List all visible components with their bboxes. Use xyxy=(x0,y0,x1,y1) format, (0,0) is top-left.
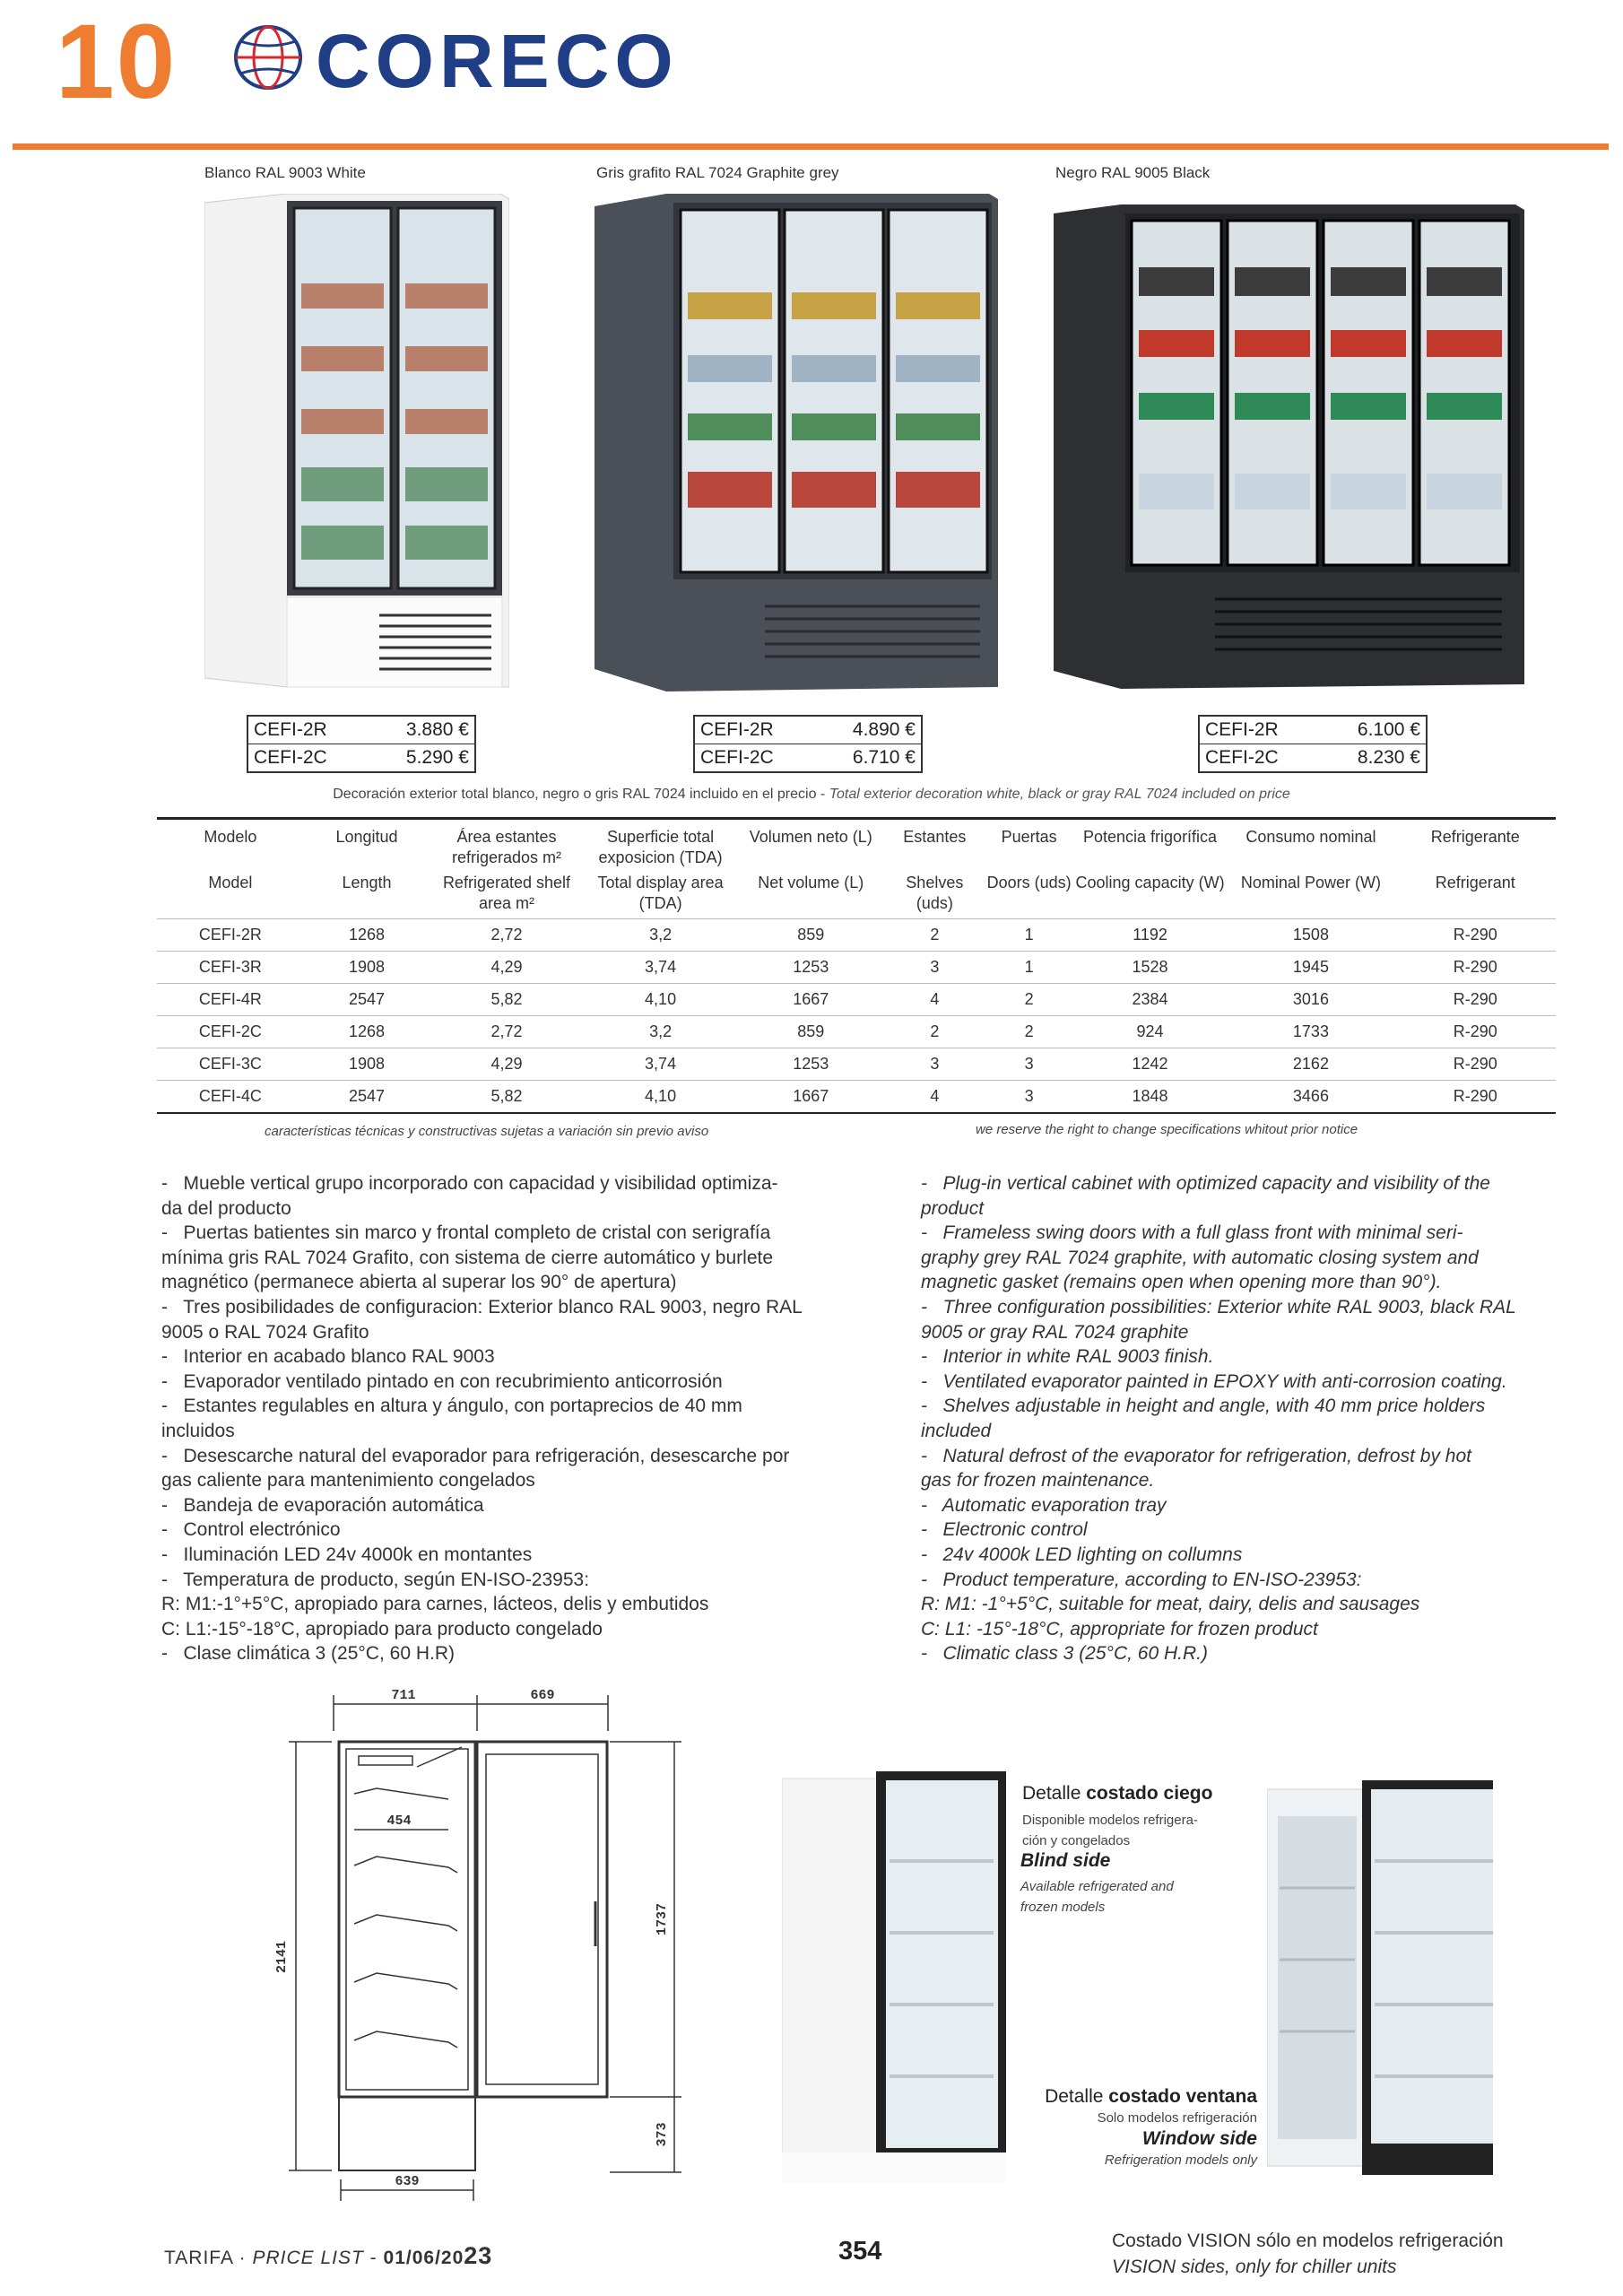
globe-logo-icon xyxy=(230,22,307,93)
dim-door-height: 1737 xyxy=(655,1902,670,1936)
table-cell: 5,82 xyxy=(430,983,584,1015)
col-header-es: Estantes xyxy=(884,819,985,871)
table-cell: 3016 xyxy=(1227,983,1394,1015)
footer-tariff xyxy=(164,2242,492,2270)
decoration-note-separator: - xyxy=(816,787,829,802)
table-cell: R-290 xyxy=(1395,983,1556,1015)
feature-line: da del producto xyxy=(161,1197,291,1219)
table-cell: 1667 xyxy=(737,983,884,1015)
col-header-es: Puertas xyxy=(985,819,1072,871)
price-value: 5.290 € xyxy=(405,747,469,768)
feature-line: - Shelves adjustable in height and angle, with 40 mm price holders xyxy=(921,1396,1486,1417)
table-cell: 1253 xyxy=(737,1048,884,1080)
feature-line: 9005 or gray RAL 7024 graphite xyxy=(921,1321,1189,1343)
table-cell: 1268 xyxy=(304,918,430,951)
table-cell: 1 xyxy=(985,918,1072,951)
table-cell: 1508 xyxy=(1227,918,1394,951)
col-header-en: Nominal Power (W) xyxy=(1240,873,1381,891)
table-cell: 2162 xyxy=(1227,1048,1394,1080)
window-side-text xyxy=(968,2086,1257,2171)
blind-side-title-prefix: Detalle xyxy=(1022,1783,1087,1804)
table-cell: 2384 xyxy=(1073,983,1228,1015)
table-cell: 2 xyxy=(884,1015,985,1048)
table-cell: 3 xyxy=(884,1048,985,1080)
table-cell: 1733 xyxy=(1227,1015,1394,1048)
feature-line: - Frameless swing doors with a full glass front with minimal seri- xyxy=(921,1222,1463,1244)
feature-line: - Bandeja de evaporación automática xyxy=(161,1494,484,1516)
col-header-es: Superficie total exposicion (TDA) xyxy=(584,819,738,871)
table-row xyxy=(157,983,1556,1015)
table-cell: 2547 xyxy=(304,983,430,1015)
col-header-en: Shelves (uds) xyxy=(906,873,964,913)
price-model: CEFI-2C xyxy=(254,747,327,768)
footer-dash: - xyxy=(363,2248,384,2268)
feature-line: - 24v 4000k LED lighting on collumns xyxy=(921,1544,1243,1565)
table-cell: 2,72 xyxy=(430,1015,584,1048)
table-cell: 4 xyxy=(884,1080,985,1113)
table-cell: 2 xyxy=(884,918,985,951)
price-box-grey xyxy=(693,715,923,773)
col-header-en: Cooling capacity (W) xyxy=(1075,873,1225,891)
dim-top-right: 669 xyxy=(530,1688,555,1703)
price-model: CEFI-2C xyxy=(700,747,774,768)
table-cell: CEFI-4C xyxy=(157,1080,304,1113)
blind-side-title xyxy=(1022,1783,1212,1805)
blind-side-sub2: ción y congelados xyxy=(1022,1833,1131,1849)
table-cell: 3,2 xyxy=(584,1015,738,1048)
table-cell: 859 xyxy=(737,1015,884,1048)
feature-line: - Ventilated evaporator painted in EPOXY with anti-corrosion coating. xyxy=(921,1370,1507,1392)
blind-side-sub-en xyxy=(1020,1876,1174,1918)
col-header-en: Net volume (L) xyxy=(758,873,864,891)
table-cell: 1192 xyxy=(1073,918,1228,951)
page-number: 10 xyxy=(56,3,178,121)
dim-base: 373 xyxy=(655,2122,670,2147)
variant-label-white: Blanco RAL 9003 White xyxy=(204,164,366,181)
spec-note-en: we reserve the right to change specifications whitout prior notice xyxy=(976,1122,1358,1137)
table-cell: 1945 xyxy=(1227,951,1394,983)
table-cell: 3466 xyxy=(1227,1080,1394,1113)
feature-line: - Natural defrost of the evaporator for refrigeration, defrost by hot xyxy=(921,1445,1471,1466)
table-cell: R-290 xyxy=(1395,1015,1556,1048)
price-row xyxy=(695,744,921,771)
table-cell: CEFI-2R xyxy=(157,918,304,951)
blind-side-en-sub2: frozen models xyxy=(1020,1900,1106,1916)
footer-date: 01/06/20 xyxy=(383,2248,464,2268)
table-cell: 1 xyxy=(985,951,1072,983)
blind-side-title-en: Blind side xyxy=(1020,1850,1111,1871)
feature-line: - Temperatura de producto, según EN-ISO-23953: xyxy=(161,1569,590,1590)
blind-side-title-bold: costado ciego xyxy=(1086,1783,1213,1804)
table-cell: 1908 xyxy=(304,1048,430,1080)
feature-line: - Puertas batientes sin marco y frontal completo de cristal con serigrafía xyxy=(161,1222,771,1244)
price-value: 3.880 € xyxy=(405,719,469,740)
spec-table-body xyxy=(157,918,1556,1113)
table-cell: 2547 xyxy=(304,1080,430,1113)
table-row xyxy=(157,1080,1556,1113)
table-cell: 1242 xyxy=(1073,1048,1228,1080)
fridge-image-white xyxy=(204,194,509,691)
price-box-black xyxy=(1198,715,1428,773)
feature-line: - Climatic class 3 (25°C, 60 H.R.) xyxy=(921,1643,1208,1665)
col-header-es: Área estantes refrigerados m² xyxy=(430,819,584,871)
footer-tarifa: TARIFA xyxy=(164,2248,233,2268)
feature-line: R: M1:-1°+5°C, apropiado para carnes, lácteos, delis y embutidos xyxy=(161,1594,709,1615)
table-cell: 4,29 xyxy=(430,951,584,983)
price-row xyxy=(248,744,474,771)
feature-line: - Plug-in vertical cabinet with optimized capacity and visibility of the xyxy=(921,1173,1490,1194)
feature-line: R: M1: -1°+5°C, suitable for meat, dairy, delis and sausages xyxy=(921,1594,1420,1615)
footer-note-es: Costado VISION sólo en modelos refrigeración xyxy=(1112,2231,1504,2251)
window-side-title-en: Window side xyxy=(1141,2128,1257,2150)
feature-line: - Control electrónico xyxy=(161,1519,341,1541)
table-cell: 1528 xyxy=(1073,951,1228,983)
table-cell: 4,10 xyxy=(584,983,738,1015)
footer-sep: · xyxy=(232,2248,253,2268)
decoration-note xyxy=(0,787,1623,803)
table-cell: 3,74 xyxy=(584,1048,738,1080)
table-cell: CEFI-3R xyxy=(157,951,304,983)
feature-line: - Automatic evaporation tray xyxy=(921,1494,1167,1516)
brand-logo: CORECO xyxy=(316,19,679,103)
table-cell: 3 xyxy=(985,1080,1072,1113)
price-row xyxy=(1200,744,1426,771)
col-header-es: Volumen neto (L) xyxy=(737,819,884,871)
price-row xyxy=(1200,717,1426,744)
price-value: 4.890 € xyxy=(852,719,916,740)
variant-label-grey: Gris grafito RAL 7024 Graphite grey xyxy=(596,164,839,181)
table-cell: 1848 xyxy=(1073,1080,1228,1113)
feature-line: graphy grey RAL 7024 graphite, with automatic closing system and xyxy=(921,1247,1479,1268)
feature-line: incluidos xyxy=(161,1420,235,1441)
price-box-white xyxy=(247,715,476,773)
col-header-es: Refrigerante xyxy=(1395,819,1556,871)
window-side-title-prefix: Detalle xyxy=(1045,2086,1109,2107)
feature-line: - Interior in white RAL 9003 finish. xyxy=(921,1346,1214,1368)
feature-line: gas caliente para mantenimiento congelados xyxy=(161,1470,535,1492)
price-model: CEFI-2C xyxy=(1205,747,1279,768)
col-header-en: Refrigerated shelf area m² xyxy=(442,873,571,913)
table-cell: 4 xyxy=(884,983,985,1015)
header-divider xyxy=(13,144,1609,150)
table-cell: 1268 xyxy=(304,1015,430,1048)
footer-note-en: VISION sides, only for chiller units xyxy=(1112,2257,1397,2278)
col-header-en: Total display area (TDA) xyxy=(597,873,724,913)
window-side-photo xyxy=(1267,1780,1493,2175)
price-model: CEFI-2R xyxy=(254,719,327,740)
table-cell: CEFI-3C xyxy=(157,1048,304,1080)
col-header-en: Length xyxy=(342,873,392,891)
window-side-sub-en: Refrigeration models only xyxy=(1104,2152,1257,2169)
col-header-en: Model xyxy=(208,873,253,891)
feature-line: - Evaporador ventilado pintado en con recubrimiento anticorrosión xyxy=(161,1370,723,1392)
price-row xyxy=(695,717,921,744)
price-value: 8.230 € xyxy=(1357,747,1420,768)
table-cell: 4,10 xyxy=(584,1080,738,1113)
table-cell: R-290 xyxy=(1395,1048,1556,1080)
decoration-note-en: Total exterior decoration white, black or gray RAL 7024 included on price xyxy=(829,787,1290,802)
table-cell: 5,82 xyxy=(430,1080,584,1113)
feature-line: gas for frozen maintenance. xyxy=(921,1470,1155,1492)
table-cell: 2 xyxy=(985,1015,1072,1048)
feature-line: - Mueble vertical grupo incorporado con capacidad y visibilidad optimiza- xyxy=(161,1173,778,1194)
price-model: CEFI-2R xyxy=(1205,719,1279,740)
col-header-en: Refrigerant xyxy=(1435,873,1515,891)
variant-label-black: Negro RAL 9005 Black xyxy=(1055,164,1211,181)
table-row xyxy=(157,918,1556,951)
feature-line: C: L1: -15°-18°C, appropriate for frozen product xyxy=(921,1618,1318,1639)
feature-line: - Electronic control xyxy=(921,1519,1088,1541)
features-list-es xyxy=(161,1171,843,1666)
col-header-es: Modelo xyxy=(157,819,304,871)
footer-page-number: 354 xyxy=(838,2237,882,2266)
feature-line: magnetic gasket (remains open when opening more than 90°). xyxy=(921,1272,1442,1293)
col-header-en: Doors (uds) xyxy=(986,873,1072,891)
footer-price-list: PRICE LIST xyxy=(252,2248,364,2268)
table-cell: R-290 xyxy=(1395,951,1556,983)
table-cell: 3,74 xyxy=(584,951,738,983)
window-side-title-bold: costado ventana xyxy=(1108,2086,1257,2107)
fridge-image-grey xyxy=(595,194,998,696)
table-cell: 4,29 xyxy=(430,1048,584,1080)
feature-line: - Tres posibilidades de configuracion: Exterior blanco RAL 9003, negro RAL xyxy=(161,1296,803,1318)
dim-bottom: 639 xyxy=(395,2174,420,2189)
feature-line: 9005 o RAL 7024 Grafito xyxy=(161,1321,369,1343)
price-value: 6.710 € xyxy=(852,747,916,768)
footer-note xyxy=(1112,2228,1504,2281)
table-cell: R-290 xyxy=(1395,1080,1556,1113)
price-row xyxy=(248,717,474,744)
spec-table xyxy=(157,817,1556,1114)
blind-side-en-sub1: Available refrigerated and xyxy=(1020,1879,1174,1894)
blind-side-sub-es xyxy=(1022,1810,1198,1852)
table-cell: 2,72 xyxy=(430,918,584,951)
feature-line: - Interior en acabado blanco RAL 9003 xyxy=(161,1346,495,1368)
dim-height-total: 2141 xyxy=(274,1940,290,1974)
feature-line: - Product temperature, according to EN-ISO-23953: xyxy=(921,1569,1362,1590)
table-row xyxy=(157,1048,1556,1080)
col-header-es: Longitud xyxy=(304,819,430,871)
feature-line: magnético (permanece abierta al superar los 90° de apertura) xyxy=(161,1272,677,1293)
table-cell: 2 xyxy=(985,983,1072,1015)
table-cell: 1667 xyxy=(737,1080,884,1113)
col-header-es: Consumo nominal xyxy=(1227,819,1394,871)
table-cell: CEFI-2C xyxy=(157,1015,304,1048)
dim-top-left: 711 xyxy=(391,1688,416,1703)
window-side-sub-es: Solo modelos refrigeración xyxy=(1097,2110,1257,2126)
header-row-es xyxy=(157,819,1556,871)
fridge-image-black xyxy=(1054,204,1524,693)
col-header-es: Potencia frigorífica xyxy=(1073,819,1228,871)
table-cell: 3,2 xyxy=(584,918,738,951)
feature-line: - Three configuration possibilities: Exterior white RAL 9003, black RAL xyxy=(921,1296,1516,1318)
table-cell: 3 xyxy=(884,951,985,983)
table-cell: R-290 xyxy=(1395,918,1556,951)
dim-shelf: 454 xyxy=(386,1813,412,1829)
table-cell: 1253 xyxy=(737,951,884,983)
decoration-note-es: Decoración exterior total blanco, negro o gris RAL 7024 incluido en el precio xyxy=(333,787,817,802)
table-cell: CEFI-4R xyxy=(157,983,304,1015)
blind-side-sub1: Disponible modelos refrigera- xyxy=(1022,1813,1198,1828)
price-model: CEFI-2R xyxy=(700,719,774,740)
feature-line: - Iluminación LED 24v 4000k en montantes xyxy=(161,1544,533,1565)
header-row-en xyxy=(157,871,1556,918)
feature-line: - Desescarche natural del evaporador para refrigeración, desescarche por xyxy=(161,1445,790,1466)
spec-note-es: características técnicas y constructivas sujetas a variación sin previo aviso xyxy=(265,1124,709,1139)
feature-line: included xyxy=(921,1420,992,1441)
feature-line: mínima gris RAL 7024 Grafito, con sistema de cierre automático y burlete xyxy=(161,1247,774,1268)
table-cell: 859 xyxy=(737,918,884,951)
feature-line: - Clase climática 3 (25°C, 60 H.R) xyxy=(161,1643,455,1665)
table-cell: 1908 xyxy=(304,951,430,983)
table-row xyxy=(157,951,1556,983)
table-cell: 3 xyxy=(985,1048,1072,1080)
price-value: 6.100 € xyxy=(1357,719,1420,740)
feature-line: C: L1:-15°-18°C, apropiado para producto congelado xyxy=(161,1618,603,1639)
technical-drawing xyxy=(269,1677,699,2206)
features-list-en xyxy=(921,1171,1584,1666)
window-side-title xyxy=(968,2086,1257,2108)
feature-line: - Estantes regulables en altura y ángulo, con portaprecios de 40 mm xyxy=(161,1396,742,1417)
feature-line: product xyxy=(921,1197,985,1219)
table-cell: 924 xyxy=(1073,1015,1228,1048)
table-row xyxy=(157,1015,1556,1048)
footer-year: 23 xyxy=(464,2242,493,2269)
